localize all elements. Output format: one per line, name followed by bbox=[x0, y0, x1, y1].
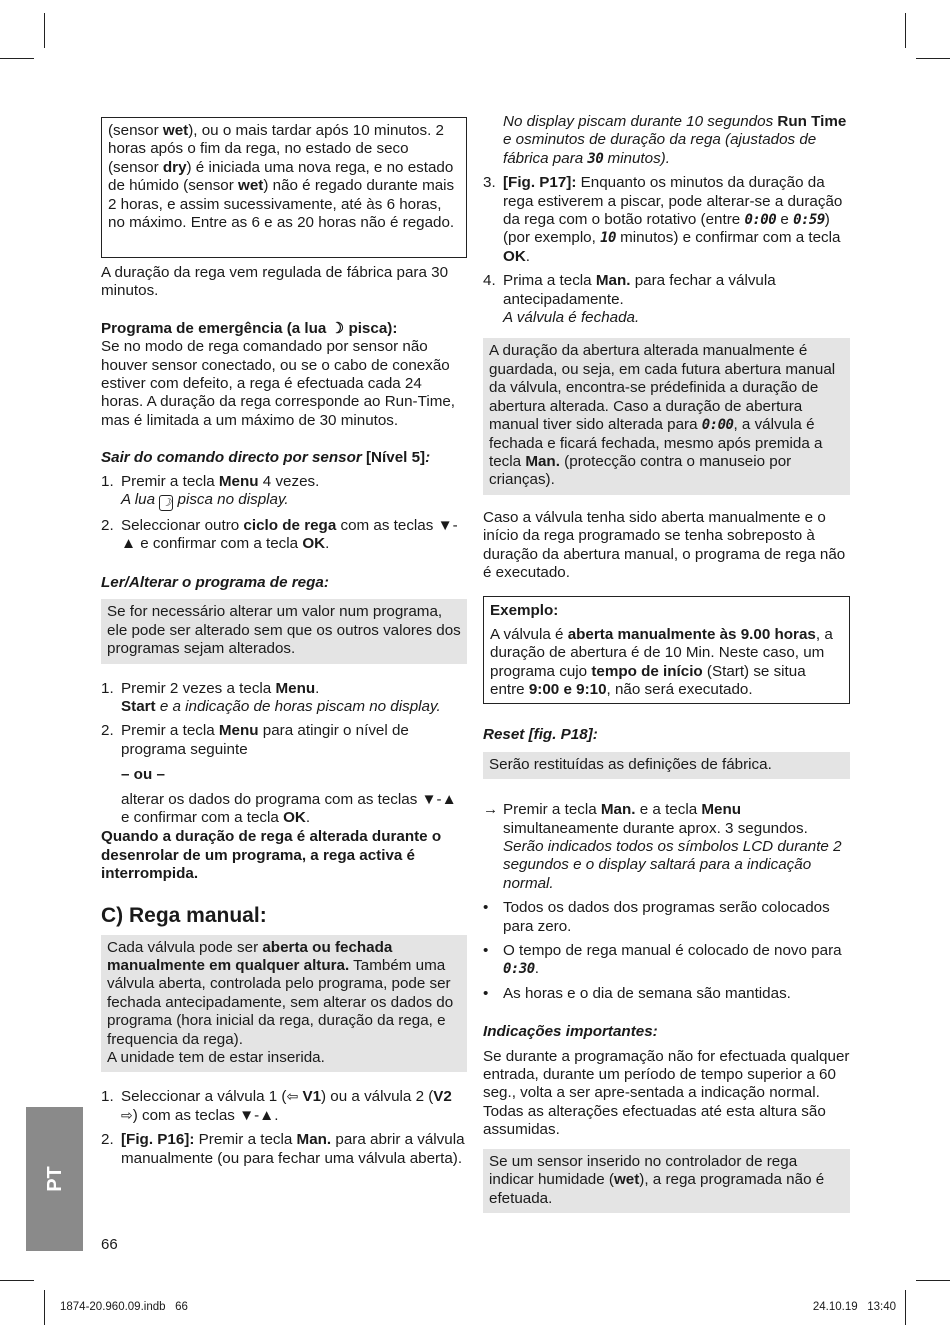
reset-heading: Reset [fig. P18]: bbox=[483, 726, 598, 744]
text: A duração da abertura alterada manualmente é guardada, ou seja, em cada futura abertura manual da válvula, encontra-se prédefinida a duração de abertura alterada. Caso a duração de abertura manual tiver sido alterada para bbox=[489, 342, 836, 434]
lcd-value: 10 bbox=[600, 230, 616, 247]
read-step-2-alt bbox=[101, 791, 467, 828]
text: . bbox=[325, 535, 330, 553]
text: Se um sensor inserido no controlador de rega indicar humidade ( bbox=[489, 1152, 798, 1189]
text: ), ou o mais tardar após 10 minutos. 2 horas após o fim da rega, no estado de seco (sensor bbox=[108, 122, 444, 176]
text: : bbox=[425, 449, 431, 467]
text: ), a rega programada não é efetuada. bbox=[489, 1171, 825, 1207]
text: Premir a tecla bbox=[503, 801, 601, 819]
text: Seleccionar a válvula 1 ( bbox=[121, 1088, 287, 1106]
text: tempo de início bbox=[591, 662, 703, 680]
note-text bbox=[503, 113, 850, 168]
text: aberta ou fechada manualmente em qualquer altura. bbox=[107, 938, 393, 974]
text: Run Time bbox=[777, 113, 847, 130]
text: – ou – bbox=[121, 766, 165, 784]
language-tab bbox=[26, 1107, 83, 1251]
bullet-text: Todos os dados dos programas serão colocados para zero. bbox=[503, 899, 830, 935]
text: A válvula é bbox=[490, 625, 568, 643]
text: A válvula é fechada. bbox=[503, 309, 640, 327]
text: wet bbox=[162, 122, 189, 139]
text: para fechar a válvula antecipadamente. bbox=[503, 272, 776, 308]
read-heading: Ler/Alterar o programa de rega: bbox=[101, 573, 329, 591]
manual-info-text bbox=[107, 939, 461, 1049]
manual-info-note: A unidade tem de estar inserida. bbox=[107, 1049, 325, 1066]
text: aberta manualmente às 9.00 horas bbox=[567, 625, 816, 643]
reset-bullet-1 bbox=[483, 899, 850, 936]
crop-mark bbox=[905, 13, 906, 48]
text: e a indicação de horas piscam no display. bbox=[155, 697, 441, 715]
important-heading: Indicações importantes: bbox=[483, 1023, 658, 1041]
text: , a válvula é fechada e ficará fechada, mesmo após premida a tecla bbox=[489, 416, 823, 470]
text: pisca no display. bbox=[173, 491, 289, 509]
read-step-2 bbox=[101, 722, 467, 759]
step-number: 1. bbox=[101, 679, 114, 697]
bullet-icon: • bbox=[483, 942, 489, 960]
crop-mark bbox=[916, 58, 950, 59]
text: Man. bbox=[595, 272, 631, 290]
emergency-heading bbox=[101, 320, 467, 338]
emergency-text: Se no modo de rega comandado por sensor não houver sensor conectado, ou se o cabo de conexão estiver com defeito, a rega é efectuada cada 24 horas. A duração da rega corresponde ao Run-Time, mas é limitada a um máximo de 30 minutos. bbox=[101, 338, 456, 429]
step-text bbox=[121, 680, 467, 717]
crop-mark bbox=[0, 1280, 34, 1281]
step-number: 2. bbox=[101, 1131, 114, 1149]
text: pisca): bbox=[344, 319, 398, 337]
crop-mark bbox=[44, 1290, 45, 1325]
text: , não será executado. bbox=[606, 680, 753, 698]
right-column bbox=[483, 113, 850, 1213]
step-number: 2. bbox=[101, 722, 114, 740]
sensor-info-box bbox=[101, 117, 467, 258]
manual-step-2 bbox=[101, 1131, 467, 1168]
text: Programa de emergência (a lua bbox=[101, 319, 331, 337]
text: . bbox=[315, 679, 320, 697]
reset-step bbox=[483, 801, 850, 893]
arrow-left-icon: ⇦ bbox=[286, 1089, 299, 1106]
lcd-value: 0:00 bbox=[744, 212, 777, 229]
text: ) ou a válvula 2 ( bbox=[321, 1088, 434, 1106]
step-text bbox=[121, 722, 467, 759]
text: ) (por exemplo, bbox=[503, 211, 830, 247]
text: Man. bbox=[525, 452, 560, 470]
read-info-box bbox=[101, 599, 467, 663]
manual-title: C) Rega manual: bbox=[101, 903, 267, 927]
step-text bbox=[503, 801, 850, 893]
arrow-right-icon: → bbox=[483, 801, 499, 819]
reset-bullet-3 bbox=[483, 985, 850, 1003]
text: Sair do comando directo por sensor bbox=[101, 449, 366, 467]
text: Start bbox=[121, 697, 156, 715]
step-number: 2. bbox=[101, 517, 114, 535]
blink-note bbox=[483, 113, 850, 168]
text: Premir a tecla bbox=[121, 472, 219, 490]
text: minutos) e confirmar com a tecla bbox=[615, 229, 841, 247]
text: [Fig. P16]: bbox=[121, 1131, 195, 1149]
text: ) com as teclas ▼-▲. bbox=[132, 1106, 279, 1124]
important-text: Se durante a programação não for efectuada qualquer entrada, durante um período de tempo superior a 60 seg., volta a ser apre-sentada a indicação normal. Todas as alterações efectuadas até esta altura são assumidas. bbox=[483, 1047, 850, 1139]
sensor-info-text bbox=[108, 122, 460, 232]
text: V2 bbox=[433, 1088, 452, 1106]
footer-file: 1874-20.960.09.indb 66 bbox=[60, 1301, 188, 1313]
manual-duration-text bbox=[489, 342, 844, 489]
read-warning: Quando a duração de rega é alterada durante o desenrolar de um programa, a rega activa é interrompida. bbox=[101, 828, 442, 883]
text: e a tecla bbox=[635, 801, 702, 819]
text: Premir a tecla bbox=[121, 722, 219, 740]
read-step-1 bbox=[101, 680, 467, 717]
step-number: 1. bbox=[101, 1088, 114, 1106]
manual-step-1 bbox=[101, 1088, 467, 1125]
crop-mark bbox=[905, 1290, 906, 1325]
crop-mark bbox=[44, 13, 45, 48]
text: e osminutos de duração da rega (ajustados de fábrica para bbox=[503, 131, 817, 167]
step-text bbox=[503, 174, 850, 266]
duration-text: A duração da rega vem regulada de fábrica para 30 minutos. bbox=[101, 264, 449, 300]
moon-icon: ☽ bbox=[330, 319, 345, 337]
text: ) não é regado durante mais 2 horas, e assim sucessivamente, até às 6 horas, no máximo. Entre as 6 e as 20 horas não é regado. bbox=[108, 177, 455, 232]
text: (sensor bbox=[108, 122, 163, 139]
text: alterar os dados do programa com as teclas ▼-▲ e confirmar com a tecla bbox=[121, 790, 457, 826]
bullet-text: As horas e o dia de semana são mantidas. bbox=[503, 984, 791, 1002]
lcd-value: 0:00 bbox=[701, 417, 734, 434]
manual-step-4 bbox=[483, 272, 850, 327]
step-text bbox=[121, 517, 467, 554]
manual-step-3 bbox=[483, 174, 850, 266]
text: (Start) se situa entre bbox=[490, 662, 806, 698]
text: Premir a tecla bbox=[194, 1131, 297, 1149]
lcd-value: 0:30 bbox=[503, 961, 535, 978]
manual-info-box bbox=[101, 935, 467, 1073]
text: ) é iniciada uma nova rega, e no estado de húmido (sensor bbox=[108, 158, 454, 195]
bullet-text bbox=[503, 942, 850, 979]
text: e bbox=[776, 211, 794, 229]
crop-mark bbox=[916, 1280, 950, 1281]
text: No display piscam durante 10 segundos bbox=[503, 113, 778, 130]
text: minutos). bbox=[603, 149, 670, 167]
text: 9:00 e 9:10 bbox=[528, 680, 607, 698]
bullet-icon: • bbox=[483, 984, 489, 1002]
text: ciclo de rega bbox=[243, 517, 337, 535]
text: Seleccionar outro bbox=[121, 517, 244, 535]
text: [Nível 5] bbox=[366, 449, 426, 467]
text: com as teclas ▼-▲ e confirmar com a tecla bbox=[121, 517, 458, 553]
text: 4 vezes. bbox=[258, 472, 320, 490]
text: Cada válvula pode ser bbox=[107, 938, 263, 956]
step-text bbox=[121, 473, 467, 511]
text: para atingir o nível de programa seguinte bbox=[121, 722, 409, 758]
step-text bbox=[121, 1088, 467, 1125]
text: Premir 2 vezes a tecla bbox=[121, 679, 276, 697]
example-heading: Exemplo: bbox=[490, 602, 559, 620]
case-text: Caso a válvula tenha sido aberta manualmente e o início da rega programado se tenha sobreposto à duração da abertura manual, o programa de rega não é executado. bbox=[483, 508, 846, 581]
reset-info-text: Serão restituídas as definições de fábrica. bbox=[489, 755, 772, 773]
text: Serão indicados todos os símbolos LCD durante 2 segundos e o display saltará para a indicação normal. bbox=[503, 838, 842, 892]
text: . bbox=[525, 247, 531, 265]
text: Man. bbox=[296, 1131, 332, 1149]
text: wet bbox=[238, 177, 264, 195]
arrow-right-icon: ⇨ bbox=[121, 1107, 133, 1124]
lcd-value: 0:59 bbox=[793, 212, 825, 229]
text: . bbox=[534, 960, 539, 978]
language-tab-label: PT bbox=[43, 1166, 66, 1192]
text: Menu bbox=[218, 472, 259, 490]
text: Menu bbox=[701, 801, 742, 819]
text: simultaneamente durante aprox. 3 segundos. bbox=[503, 819, 808, 837]
text: , a duração de abertura é de 10 Min. Neste caso, um programa cujo bbox=[490, 625, 833, 680]
text: OK bbox=[302, 535, 326, 553]
exit-step-1 bbox=[101, 473, 467, 511]
left-column bbox=[101, 113, 467, 1168]
text: A lua bbox=[121, 491, 160, 509]
reset-info-box bbox=[483, 752, 850, 779]
text: Prima a tecla bbox=[503, 272, 596, 290]
read-or bbox=[101, 766, 467, 784]
sensor-wet-box bbox=[483, 1149, 850, 1213]
step-number: 4. bbox=[483, 272, 496, 290]
lcd-value: 30 bbox=[587, 150, 604, 167]
text: [Fig. P17]: bbox=[503, 174, 577, 192]
text: dry bbox=[162, 158, 187, 176]
text: wet bbox=[613, 1171, 640, 1189]
text: Também uma válvula aberta, controlada pelo programa, pode ser fechada antecipadamente, sem alterar os dados do programa (hora inicial da rega, duração da rega, e frequencia da rega). bbox=[107, 956, 454, 1048]
moon-icon: ☽ bbox=[159, 495, 173, 511]
read-info-text: Se for necessário alterar um valor num programa, ele pode ser alterado sem que os outros valores dos programas sejam alterados. bbox=[107, 603, 461, 658]
sensor-wet-text bbox=[489, 1153, 844, 1208]
text: Enquanto os minutos da duração da rega estiverem a piscar, pode alterar-se a duração da rega com o botão rotativo (entre bbox=[503, 174, 843, 229]
footer-date: 24.10.19 13:40 bbox=[812, 1301, 896, 1313]
example-box bbox=[483, 596, 850, 704]
manual-duration-box bbox=[483, 338, 850, 494]
text: V1 bbox=[302, 1088, 322, 1106]
step-text bbox=[121, 791, 467, 828]
exit-heading bbox=[101, 449, 467, 467]
step-text bbox=[503, 272, 850, 327]
text: (protecção contra o manuseio por crianças). bbox=[489, 452, 792, 489]
text: Menu bbox=[218, 722, 259, 740]
text: Menu bbox=[275, 679, 316, 697]
reset-bullet-2 bbox=[483, 942, 850, 979]
bullet-icon: • bbox=[483, 899, 489, 917]
step-text bbox=[121, 1131, 467, 1168]
text: para abrir a válvula manualmente (ou para fechar uma válvula aberta). bbox=[121, 1131, 465, 1167]
text: O tempo de rega manual é colocado de novo para bbox=[503, 942, 842, 960]
text: Man. bbox=[600, 801, 636, 819]
exit-step-2 bbox=[101, 517, 467, 554]
step-number: 3. bbox=[483, 174, 496, 192]
text: OK bbox=[283, 808, 306, 826]
example-text bbox=[490, 626, 843, 700]
text: OK bbox=[503, 247, 526, 265]
step-number: 1. bbox=[101, 472, 114, 490]
text: . bbox=[305, 808, 311, 826]
crop-mark bbox=[0, 58, 34, 59]
page-number: 66 bbox=[101, 1236, 118, 1253]
